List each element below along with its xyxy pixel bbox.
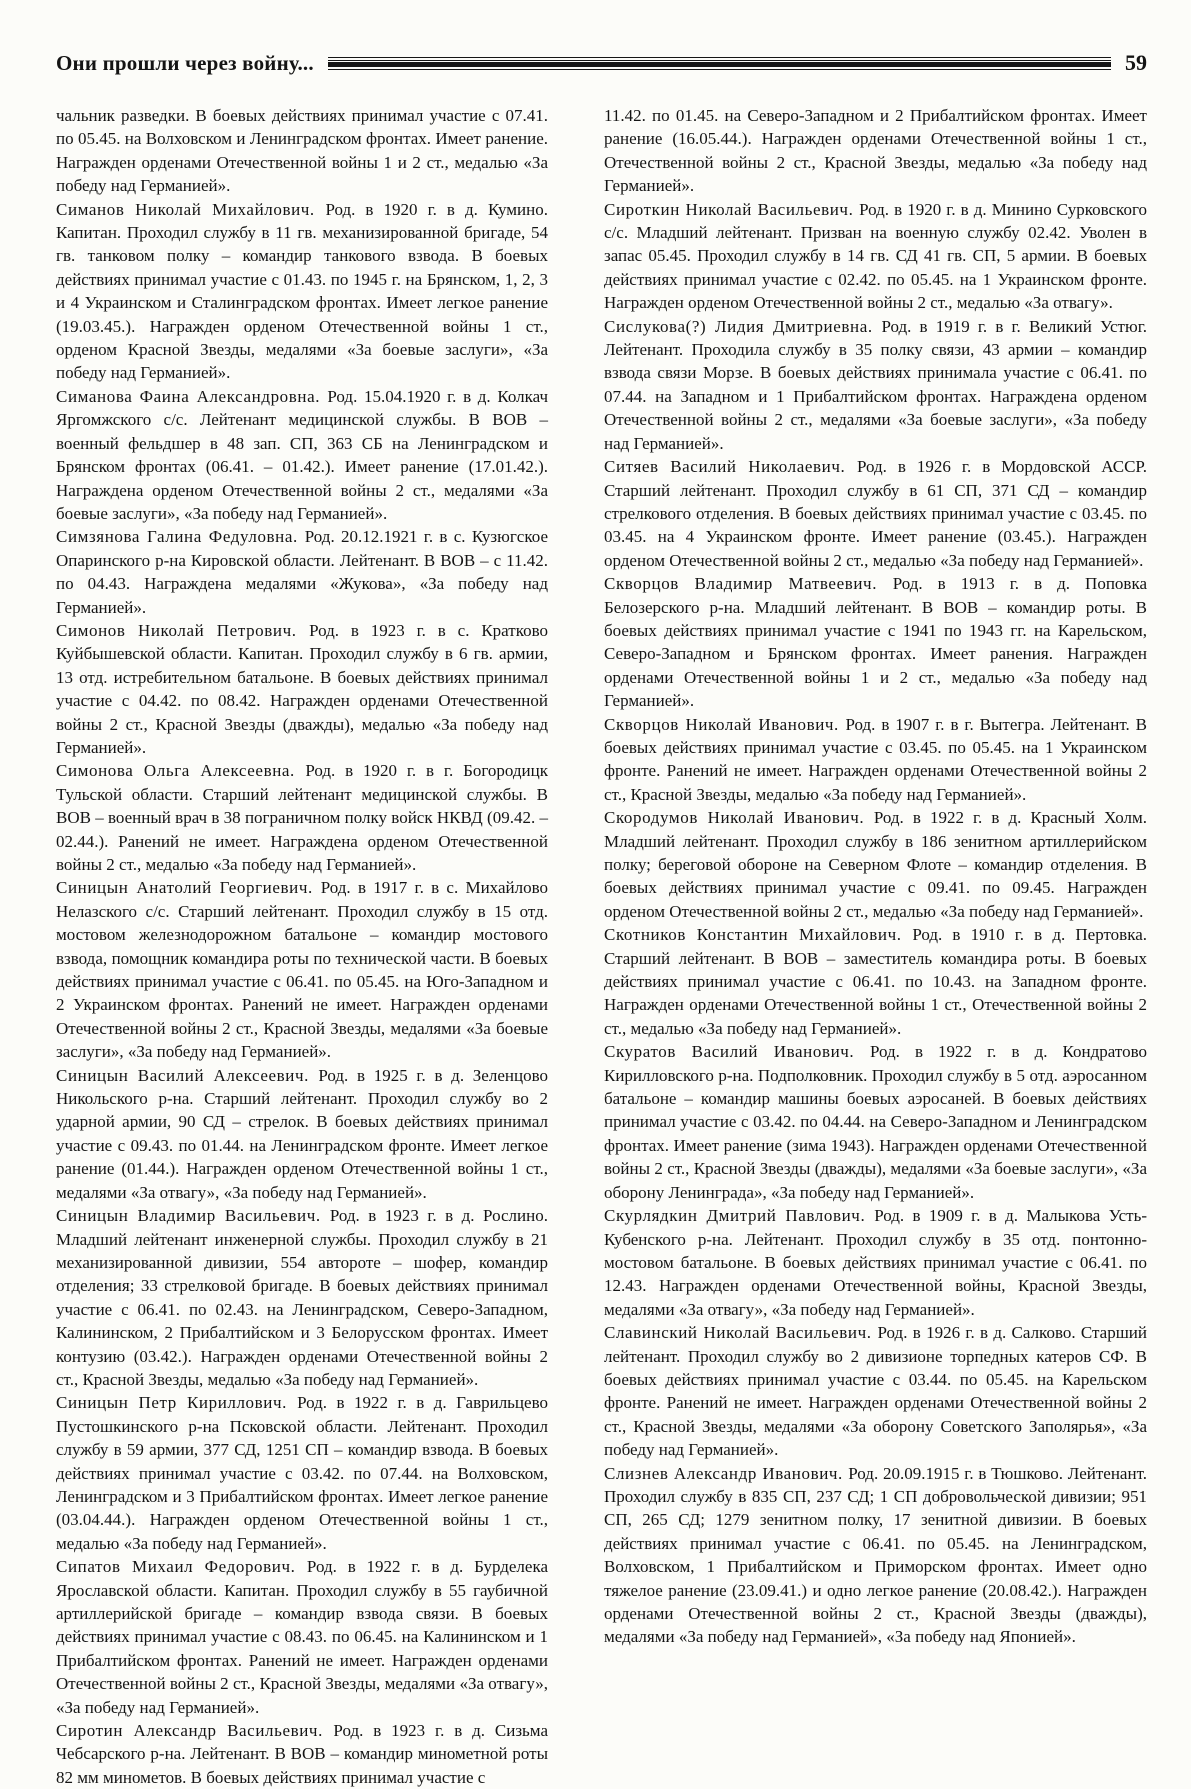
entry-paragraph — [604, 1040, 1147, 1204]
entry-name: Сислукова(?) Лидия Дмитриевна. — [604, 316, 882, 336]
entry-text: Род. в 1920 г. в г. Богородицк Тульской области. Старший лейтенант медицинской службы. В ВОВ – военный врач в 38 пограничном полку войск НКВД (09.42. – 02.44.). Ранений не имеет. Награждена орденом Отечественной войны 2 ст., медалью «За победу над Германией». — [56, 761, 548, 874]
entry-name: Симонов Николай Петрович. — [56, 620, 310, 640]
entry-name: Скуратов Василий Иванович. — [604, 1042, 870, 1062]
entry-name: Слизнев Александр Иванович. — [604, 1463, 849, 1483]
entry-paragraph — [56, 385, 548, 525]
entry-name: Славинский Николай Васильевич. — [604, 1323, 878, 1343]
column-left — [56, 104, 548, 1789]
page-header — [56, 50, 1147, 76]
entry-name: Скотников Константин Михайлович. — [604, 925, 913, 945]
entry-paragraph — [56, 1204, 548, 1391]
entry-paragraph — [604, 806, 1147, 923]
entry-name: Ситяев Василий Николаевич. — [604, 457, 857, 477]
entry-name: Скворцов Владимир Матвеевич. — [604, 574, 893, 594]
entry-text: Род. в 1922 г. в д. Гаврильцево Пустошкинского р-на Псковской области. Лейтенант. Проходил службу в 59 армии, 377 СД, 1251 СП – командир взвода. В боевых действиях принимал участие с 03.42. по 07.44. на Волховском, Ленинградском и 3 Прибалтийском фронтах. Имеет легкое ранение (03.04.44.). Награжден орденом Отечественной войны 1 ст., медалью «За победу над Германией». — [56, 1393, 548, 1553]
entry-paragraph — [56, 1064, 548, 1204]
entry-text: 11.42. по 01.45. на Северо-Западном и 2 Прибалтийском фронтах. Имеет ранение (16.05.44.). Награжден орденами Отечественной войны 1 ст., Отечественной войны 2 ст., Красной Звезды, медалью «За победу над Германией». — [604, 106, 1147, 196]
entry-text: Род. в 1923 г. в д. Рослино. Младший лейтенант инженерной службы. Проходил службу в 21 механизированной дивизии, 554 автороте – шофер, командир отделения; 33 стрелковой бригаде. В боевых действиях принимал участие с 06.41. по 02.43. на Ленинградском, Северо-Западном, Калининском, 2 Прибалтийском и 3 Белорусском фронтах. Имеет контузию (03.42.). Награжден орденами Отечественной войны 2 ст., Красной Звезды, медалью «За победу над Германией». — [56, 1206, 548, 1389]
entry-paragraph — [604, 1462, 1147, 1649]
entry-name: Симзянова Галина Федуловна. — [56, 527, 305, 547]
entry-name: Синицын Петр Кириллович. — [56, 1393, 298, 1413]
entry-paragraph — [56, 1555, 548, 1719]
entry-text: Род. в 1909 г. в д. Малыкова Усть-Кубенского р-на. Лейтенант. Проходил службу в 35 отд. понтонно-мостовом батальоне. В боевых действиях принимал участие с 06.41. по 12.43. Награжден орденами Отечественной войны, Красной Звезды, медалями «За отвагу», «За победу над Германией». — [604, 1206, 1147, 1319]
entry-paragraph — [604, 572, 1147, 712]
entry-name: Синицын Василий Алексеевич. — [56, 1065, 319, 1085]
entry-text: Род. в 1922 г. в д. Бурделека Ярославской области. Капитан. Проходил службу в 55 гаубичной артиллерийской бригаде – командир взвода связи. В боевых действиях принимал участие с 08.43. по 06.45. на Калининском и 1 Прибалтийском фронтах. Ранений не имеет. Награжден орденами Отечественной войны 2 ст., Красной Звезды, медалями «За отвагу», «За победу над Германией». — [56, 1557, 548, 1717]
entry-paragraph — [56, 876, 548, 1063]
entry-name: Сипатов Михаил Федорович. — [56, 1557, 307, 1577]
entry-paragraph — [56, 1719, 548, 1789]
entry-name: Скурлядкин Дмитрий Павлович. — [604, 1206, 875, 1226]
text-columns — [56, 104, 1147, 1789]
entry-name: Симанова Фаина Александровна. — [56, 386, 328, 406]
entry-paragraph — [604, 713, 1147, 807]
entry-name: Сиротин Александр Васильевич. — [56, 1721, 334, 1741]
entry-name: Синицын Владимир Васильевич. — [56, 1206, 330, 1226]
entry-text: Род. в 1925 г. в д. Зеленцово Никольского р-на. Старший лейтенант. Проходил службу во 2 ударной армии, 90 СД – стрелок. В боевых действиях принимал участие с 09.43. по 01.44. на Ленинградском фронте. Имеет легкое ранение (01.44.). Награжден орденом Отечественной войны 1 ст., медалями «За отвагу», «За победу над Германией». — [56, 1065, 548, 1202]
page-number: 59 — [1125, 50, 1147, 75]
entry-paragraph — [604, 1321, 1147, 1461]
entry-paragraph — [56, 759, 548, 876]
entry-text: Род. в 1920 г. в д. Кумино. Капитан. Проходил службу в 11 гв. механизированной бригаде, 54 гв. танковом полку – командир танкового взвода. В боевых действиях принимал участие с 01.43. по 1945 г. на Брянском, 1, 2, 3 и 4 Украинском и Сталинградском фронтах. Имеет легкое ранение (19.03.45.). Награжден орденом Отечественной войны 1 ст., орденом Красной Звезды, медалями «За боевые заслуги», «За победу над Германией». — [56, 199, 548, 383]
entry-text: Род. 20.12.1921 г. в с. Кузюгское Опаринского р-на Кировской области. Лейтенант. В ВОВ – с 11.42. по 04.43. Награждена медалями «Жукова», «За победу над Германией». — [56, 527, 548, 617]
entry-paragraph — [604, 923, 1147, 1040]
entry-text: Род. в 1920 г. в д. Минино Сурковского с/с. Младший лейтенант. Призван на военную службу 02.42. Уволен в запас 05.45. Проходил службу в 14 гв. СД 41 гв. СП, 5 армии. В боевых действиях принимал участие с 02.42. по 05.45. на 1 Украинском фронте. Награжден орденом Отечественной войны 2 ст., медалью «За отвагу». — [604, 199, 1148, 313]
entry-name: Сироткин Николай Васильевич. — [604, 199, 860, 219]
entry-paragraph — [604, 104, 1147, 198]
entry-paragraph — [604, 1204, 1147, 1321]
entry-text: Род. в 1923 г. в с. Кратково Куйбышевской области. Капитан. Проходил службу в 6 гв. армии, 13 отд. истребительном батальоне. В боевых действиях принимал участие с 04.42. по 08.42. Награжден орденами Отечественной войны 2 ст., Красной Звезды (дважды), медалью «За победу над Германией». — [56, 620, 548, 757]
entry-paragraph — [56, 104, 548, 198]
entry-name: Симонова Ольга Алексеевна. — [56, 761, 306, 781]
entry-paragraph — [56, 525, 548, 619]
header-rule — [328, 57, 1111, 70]
entry-paragraph — [56, 619, 548, 759]
entry-text: чальник разведки. В боевых действиях принимал участие с 07.41. по 05.45. на Волховском и Ленинградском фронтах. Имеет ранение. Награжден орденами Отечественной войны 1 и 2 ст., медалью «За победу над Германией». — [56, 106, 548, 196]
entry-name: Скородумов Николай Иванович. — [604, 808, 874, 828]
entry-text: Род. 15.04.1920 г. в д. Колкач Яргомжского с/с. Лейтенант медицинской службы. В ВОВ – военный фельдшер в 48 зап. СП, 363 СБ на Ленинградском и Брянском фронтах (06.41. – 01.42.). Имеет ранение (17.01.42.). Награждена орденом Отечественной войны 2 ст., медалями «За боевые заслуги», «За победу над Германией». — [56, 386, 548, 523]
running-title: Они прошли через войну... — [56, 50, 314, 75]
entry-name: Симанов Николай Михайлович. — [56, 199, 326, 219]
entry-text: Род. в 1926 г. в Мордовской АССР. Старший лейтенант. Проходил службу в 61 СП, 371 СД – командир стрелкового отделения. В боевых действиях принимал участие с 03.45. по 03.45. на 4 Украинском фронте. Имеет ранение (03.45.). Награжден орденом Отечественной войны 2 ст., медалью «За победу над Германией». — [604, 457, 1147, 570]
entry-paragraph — [604, 315, 1147, 455]
entry-name: Скворцов Николай Иванович. — [604, 714, 846, 734]
column-right — [604, 104, 1147, 1789]
entry-text: Род. 20.09.1915 г. в Тюшково. Лейтенант. Проходил службу в 835 СП, 237 СД; 1 СП добровольческой дивизии; 951 СП, 265 СД; 1279 зенитном полку, 17 зенитной дивизии. В боевых действиях принимал участие с 06.41. по 05.45. на Ленинградском, Волховском, 1 Прибалтийском и Приморском фронтах. Имеет одно тяжелое ранение (23.09.41.) и одно легкое ранение (20.08.42.). Награжден орденами Отечественной войны 2 ст., Красной Звезды (дважды), медалями «За победу над Германией», «За победу над Японией». — [604, 1463, 1147, 1647]
entry-text: Род. в 1926 г. в д. Салково. Старший лейтенант. Проходил службу во 2 дивизионе торпедных катеров СФ. В боевых действиях принимал участие с 03.44. по 05.45. на Карельском фронте. Ранений не имеет. Награжден орденами Отечественной войны 2 ст., Красной Звезды, медалями «За оборону Советского Заполярья», «За победу над Германией». — [604, 1323, 1147, 1460]
entry-text: Род. в 1917 г. в с. Михайлово Нелазского с/с. Старший лейтенант. Проходил службу в 15 отд. мостовом железнодорожном батальоне – командир мостового взвода, помощник командира роты по технической части. В боевых действиях принимал участие с 06.41. по 05.45. на Юго-Западном и 2 Украинском фронтах. Ранений не имеет. Награжден орденами Отечественной войны 2 ст., Красной Звезды, медалями «За боевые заслуги», «За победу над Германией». — [56, 878, 548, 1062]
entry-paragraph — [604, 198, 1147, 315]
entry-text: Род. в 1922 г. в д. Красный Холм. Младший лейтенант. Проходил службу в 186 зенитном артиллерийском полку; береговой обороне на Северном Флоте – командир отделения. В боевых действиях принимал участие с 09.41. по 09.45. Награжден орденом Отечественной войны 2 ст., медалью «За победу над Германией». — [604, 808, 1147, 921]
entry-paragraph — [56, 1391, 548, 1555]
entry-text: Род. в 1923 г. в д. Сизьма Чебсарского р-на. Лейтенант. В ВОВ – командир минометной роты 82 мм минометов. В боевых действиях принимал участие с — [56, 1721, 548, 1787]
entry-text: Род. в 1919 г. в г. Великий Устюг. Лейтенант. Проходила службу в 35 полку связи, 43 армии – командир взвода связи Морзе. В боевых действиях принимала участие с 06.41. по 07.44. на Западном и 1 Прибалтийском фронтах. Награждена орденом Отечественной войны 2 ст., медалями «За боевые заслуги», «За победу над Германией». — [604, 316, 1147, 453]
entry-paragraph — [56, 198, 548, 385]
entry-text: Род. в 1922 г. в д. Кондратово Кирилловского р-на. Подполковник. Проходил службу в 5 отд. аэросанном батальоне – командир машины боевых аэросаней. В боевых действиях принимал участие с 03.42. по 04.44. на Северо-Западном и Ленинградском фронтах. Имеет ранение (зима 1943). Награжден орденами Отечественной войны 2 ст., Красной Звезды (дважды), медалями «За боевые заслуги», «За оборону Ленинграда», «За победу над Германией». — [604, 1042, 1147, 1202]
entry-text: Род. в 1907 г. в г. Вытегра. Лейтенант. В боевых действиях принимал участие с 03.45. по 05.45. на 1 Украинском фронте. Ранений не имеет. Награжден орденами Отечественной войны 2 ст., Красной Звезды, медалью «За победу над Германией». — [604, 714, 1148, 804]
entry-text: Род. в 1910 г. в д. Пертовка. Старший лейтенант. В ВОВ – заместитель командира роты. В боевых действиях принимал участие с 06.41. по 10.43. на Западном фронте. Награжден орденами Отечественной войны 1 ст., Отечественной войны 2 ст., медалью «За победу над Германией». — [604, 925, 1148, 1038]
entry-name: Синицын Анатолий Георгиевич. — [56, 878, 321, 898]
entry-paragraph — [604, 455, 1147, 572]
entry-text: Род. в 1913 г. в д. Поповка Белозерского р-на. Младший лейтенант. В ВОВ – командир роты. В боевых действиях принимал участие с 1941 по 1943 гг. на Карельском, Северо-Западном и Брянском фронтах. Имеет ранения. Награжден орденами Отечественной войны 1 и 2 ст., медалью «За победу над Германией». — [604, 574, 1147, 711]
